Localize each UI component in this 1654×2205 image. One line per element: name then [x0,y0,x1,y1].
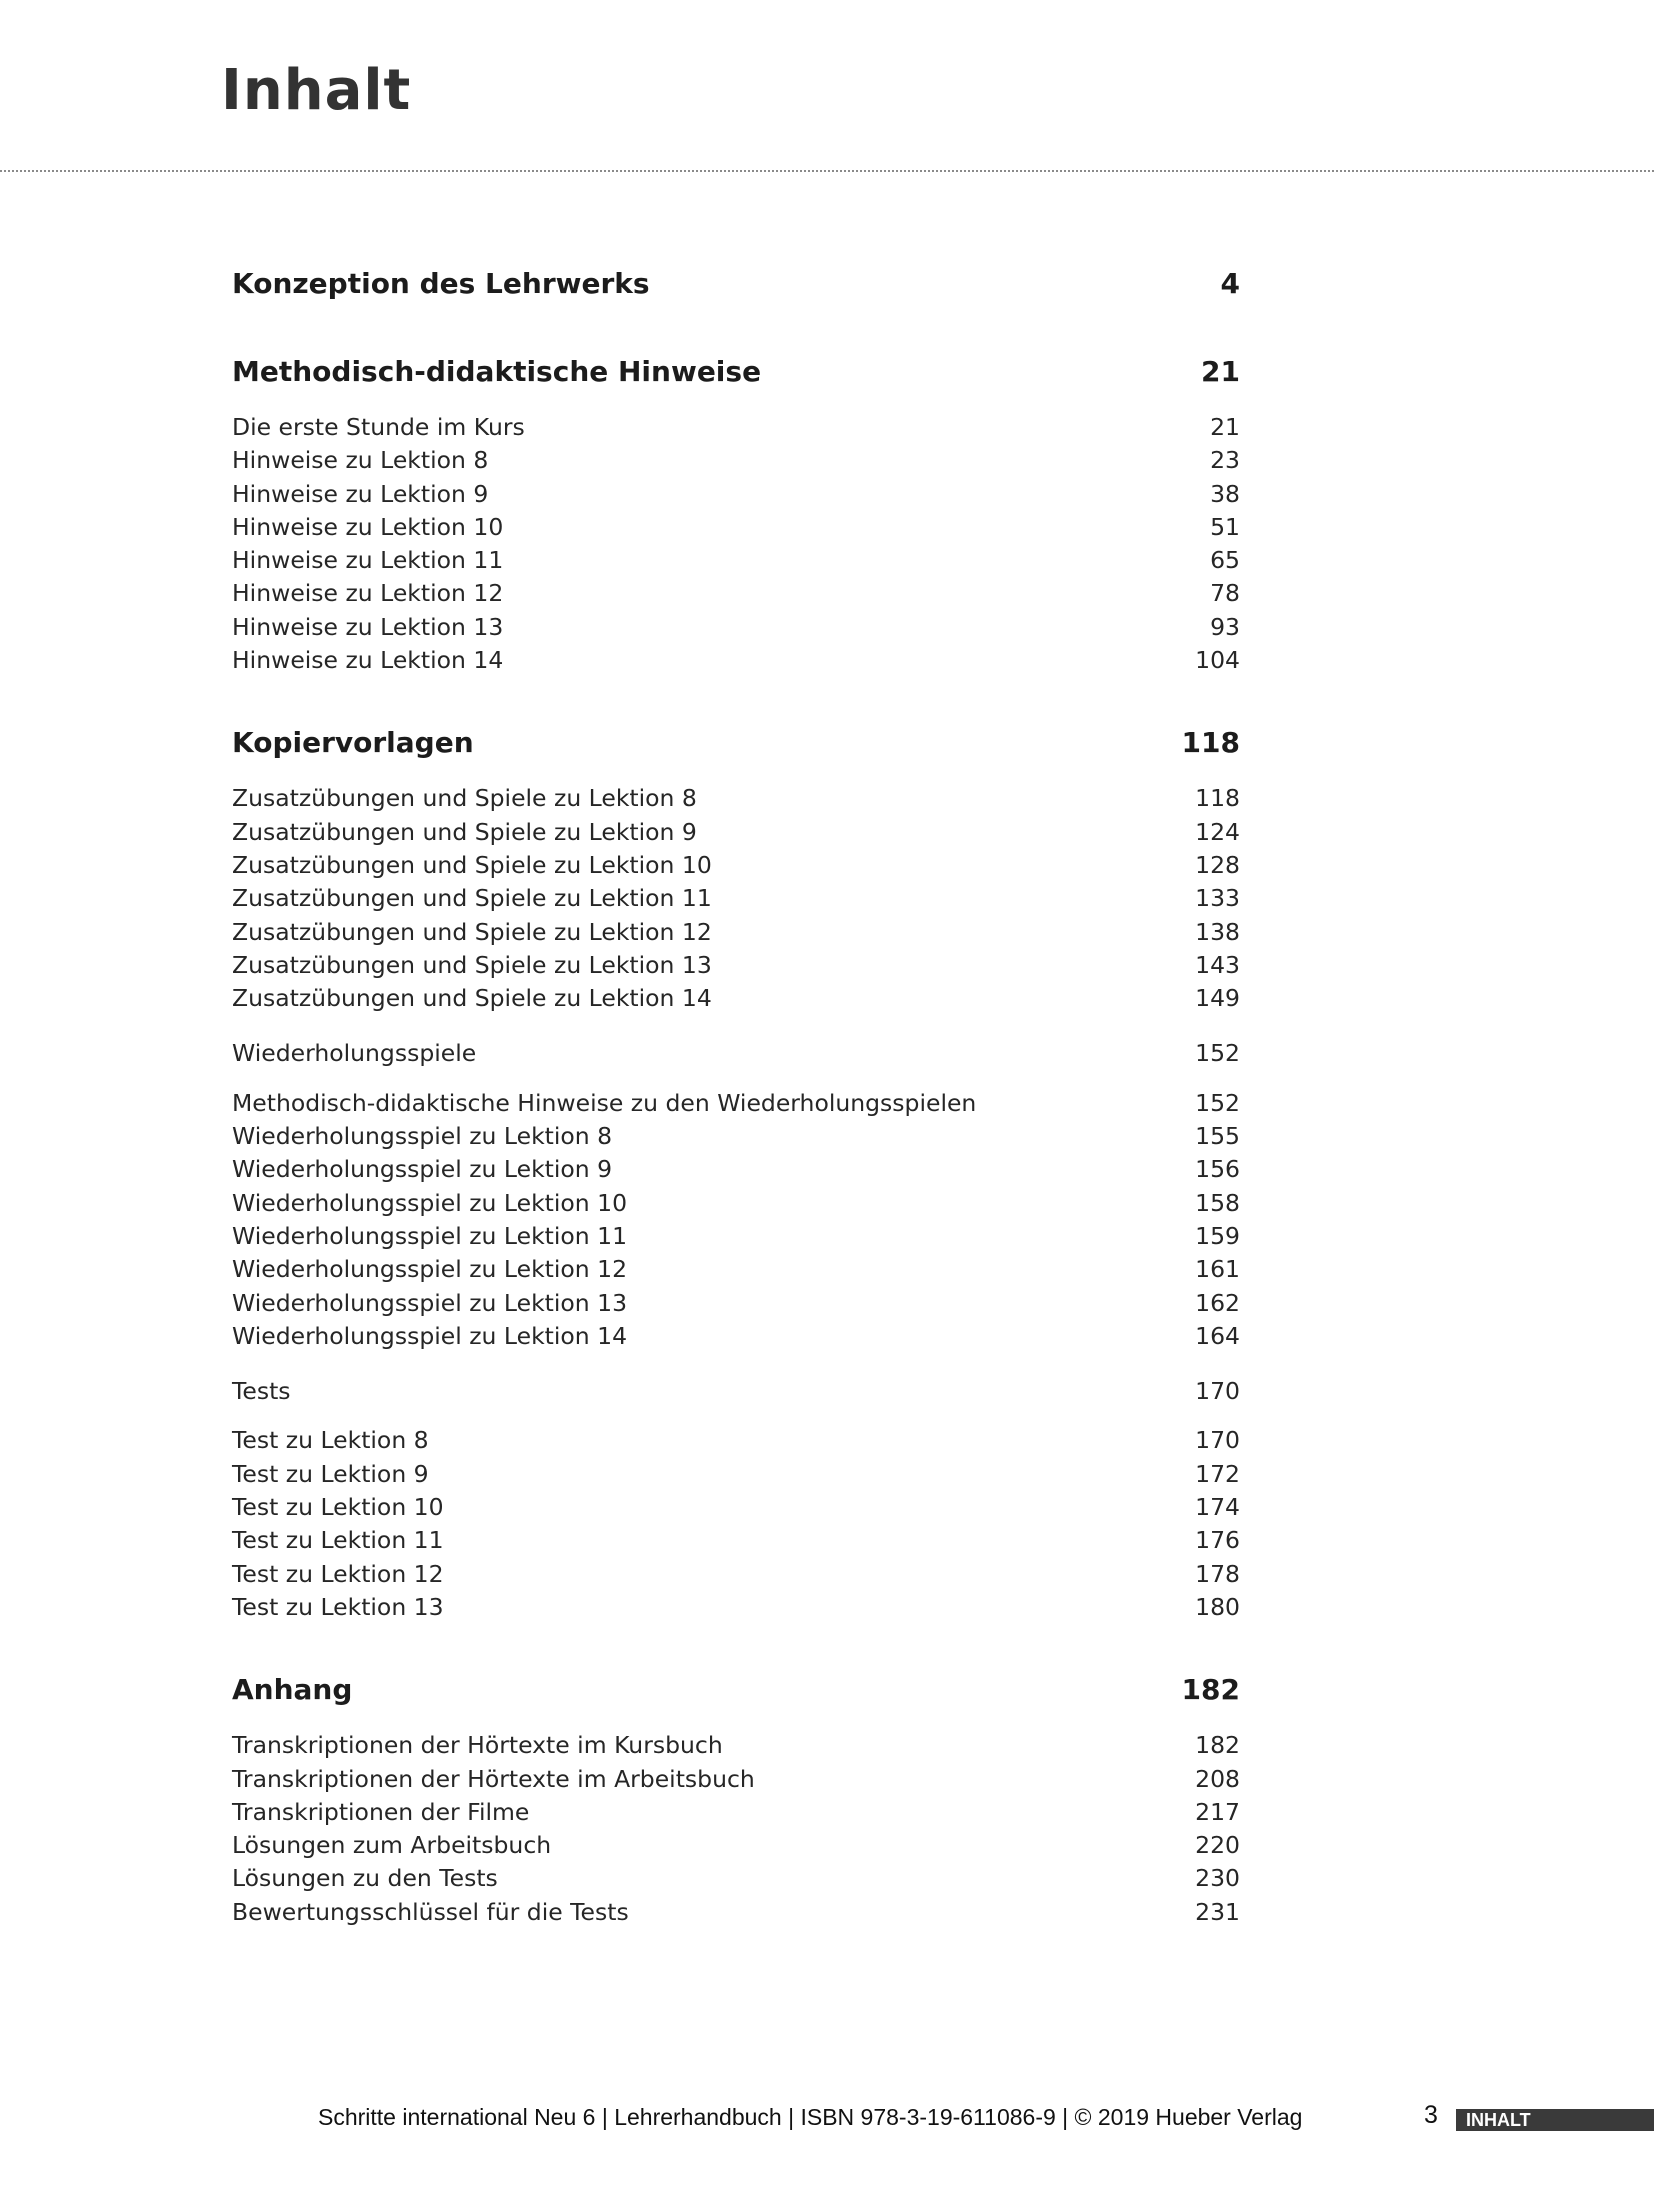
toc-entry[interactable] [232,1087,1240,1120]
toc-entry[interactable] [232,1491,1240,1524]
toc-subheading-wiederholungsspiele[interactable] [232,1037,1240,1070]
toc-entry[interactable] [232,849,1240,882]
tests-heading-block [232,1375,1240,1408]
hinweise-entries [232,411,1240,677]
entry-label: Hinweise zu Lektion 14 [232,646,504,675]
footer-citation: Schritte international Neu 6 | Lehrerhandbuch | ISBN 978-3-19-611086-9 | © 2019 Hueber Verlag [318,2104,1303,2130]
entry-page: 155 [1195,1122,1240,1151]
entry-label: Test zu Lektion 9 [232,1459,429,1488]
toc-entry[interactable] [232,478,1240,511]
toc-entry[interactable] [232,577,1240,610]
toc-entry[interactable] [232,949,1240,982]
section-tab: INHALT [1456,2109,1654,2131]
entry-label: Wiederholungsspiel zu Lektion 12 [232,1255,628,1284]
entry-label: Transkriptionen der Hörtexte im Arbeitsbuch [232,1764,755,1793]
toc-entry[interactable] [232,916,1240,949]
heading-page: 118 [1181,726,1240,760]
entry-label: Hinweise zu Lektion 10 [232,512,504,541]
entry-page: 230 [1195,1864,1240,1893]
entry-page: 93 [1210,612,1240,641]
toc-entry[interactable] [232,1729,1240,1762]
entry-page: 174 [1195,1493,1240,1522]
toc-entry[interactable] [232,1320,1240,1353]
entry-label: Lösungen zu den Tests [232,1864,498,1893]
entry-page: 124 [1195,817,1240,846]
entry-label: Transkriptionen der Hörtexte im Kursbuch [232,1731,723,1760]
entry-page: 172 [1195,1459,1240,1488]
entry-label: Zusatzübungen und Spiele zu Lektion 12 [232,917,712,946]
title-divider [0,170,1654,172]
entry-label: Zusatzübungen und Spiele zu Lektion 13 [232,950,712,979]
entry-label: Test zu Lektion 13 [232,1592,444,1621]
entry-page: 182 [1195,1731,1240,1760]
entry-page: 149 [1195,984,1240,1013]
toc-entry[interactable] [232,1153,1240,1186]
entry-label: Wiederholungsspiel zu Lektion 8 [232,1122,613,1151]
toc-heading-kopiervorlagen[interactable] [232,721,1240,765]
toc-heading-konzeption[interactable] [232,262,1240,306]
table-of-contents [232,262,1240,1929]
toc-entry[interactable] [232,1896,1240,1929]
toc-entry[interactable] [232,1524,1240,1557]
entry-page: 152 [1195,1039,1240,1068]
toc-entry[interactable] [232,611,1240,644]
entry-page: 78 [1210,579,1240,608]
toc-entry[interactable] [232,444,1240,477]
entry-page: 176 [1195,1526,1240,1555]
heading-page: 21 [1201,355,1240,388]
entry-page: 156 [1195,1155,1240,1184]
toc-heading-anhang[interactable] [232,1668,1240,1712]
entry-label: Transkriptionen der Filme [232,1797,530,1826]
page-number: 3 [1424,2101,1438,2129]
entry-page: 170 [1195,1426,1240,1455]
entry-label: Zusatzübungen und Spiele zu Lektion 14 [232,984,712,1013]
entry-page: 23 [1210,446,1240,475]
entry-page: 208 [1195,1764,1240,1793]
entry-label: Wiederholungsspiel zu Lektion 13 [232,1288,628,1317]
entry-page: 220 [1195,1831,1240,1860]
entry-page: 51 [1210,512,1240,541]
page-title: Inhalt [221,58,412,123]
entry-label: Test zu Lektion 10 [232,1493,444,1522]
entry-label: Lösungen zum Arbeitsbuch [232,1831,552,1860]
entry-label: Wiederholungsspiel zu Lektion 14 [232,1321,628,1350]
toc-entry[interactable] [232,1220,1240,1253]
toc-entry[interactable] [232,1287,1240,1320]
heading-label: Konzeption des Lehrwerks [232,267,650,300]
entry-page: 118 [1195,784,1240,813]
entry-page: 152 [1195,1088,1240,1117]
entry-page: 133 [1195,884,1240,913]
toc-entry[interactable] [232,1253,1240,1286]
entry-label: Methodisch-didaktische Hinweise zu den Wiederholungsspielen [232,1088,977,1117]
toc-entry[interactable] [232,644,1240,677]
entry-label: Wiederholungsspiel zu Lektion 11 [232,1221,628,1250]
entry-label: Hinweise zu Lektion 13 [232,612,504,641]
entry-page: 21 [1210,413,1240,441]
entry-label: Bewertungsschlüssel für die Tests [232,1897,629,1926]
toc-entry[interactable] [232,882,1240,915]
entry-label: Die erste Stunde im Kurs [232,413,525,441]
entry-label: Zusatzübungen und Spiele zu Lektion 11 [232,884,712,913]
entry-label: Zusatzübungen und Spiele zu Lektion 8 [232,784,697,813]
entry-page: 164 [1195,1321,1240,1350]
entry-page: 159 [1195,1221,1240,1250]
anhang-entries [232,1729,1240,1929]
entry-page: 158 [1195,1188,1240,1217]
entry-page: 138 [1195,917,1240,946]
toc-entry[interactable] [232,411,1240,444]
entry-page: 128 [1195,850,1240,879]
toc-entry[interactable] [232,982,1240,1015]
entry-page: 178 [1195,1559,1240,1588]
zusatz-entries [232,782,1240,1015]
toc-entry[interactable] [232,1862,1240,1895]
entry-page: 170 [1195,1377,1240,1406]
entry-page: 231 [1195,1897,1240,1926]
toc-entry[interactable] [232,1763,1240,1796]
heading-page: 182 [1181,1673,1240,1707]
entry-page: 161 [1195,1255,1240,1284]
toc-entry[interactable] [232,816,1240,849]
entry-page: 104 [1195,646,1240,675]
entry-label: Hinweise zu Lektion 11 [232,546,504,575]
toc-entry[interactable] [232,1829,1240,1862]
entry-page: 180 [1195,1592,1240,1621]
toc-heading-hinweise[interactable] [232,350,1240,394]
entry-label: Hinweise zu Lektion 8 [232,446,489,475]
entry-label: Hinweise zu Lektion 9 [232,479,489,508]
toc-subheading-tests[interactable] [232,1375,1240,1408]
entry-page: 162 [1195,1288,1240,1317]
entry-page: 65 [1210,546,1240,575]
entry-label: Test zu Lektion 8 [232,1426,429,1455]
toc-entry[interactable] [232,1591,1240,1624]
entry-page: 143 [1195,950,1240,979]
heading-label: Kopiervorlagen [232,726,474,760]
toc-entry[interactable] [232,1187,1240,1220]
toc-entry[interactable] [232,1424,1240,1457]
entry-label: Test zu Lektion 12 [232,1559,444,1588]
heading-page: 4 [1220,267,1240,300]
entry-label: Test zu Lektion 11 [232,1526,444,1555]
tests-entries [232,1424,1240,1624]
entry-page: 217 [1195,1797,1240,1826]
entry-label: Wiederholungsspiel zu Lektion 10 [232,1188,628,1217]
wiederholung-entries [232,1087,1240,1353]
toc-entry[interactable] [232,511,1240,544]
toc-entry[interactable] [232,1458,1240,1491]
toc-entry[interactable] [232,544,1240,577]
entry-label: Wiederholungsspiele [232,1039,477,1068]
toc-entry[interactable] [232,1558,1240,1591]
heading-label: Methodisch-didaktische Hinweise [232,355,762,388]
toc-entry[interactable] [232,1796,1240,1829]
entry-label: Zusatzübungen und Spiele zu Lektion 10 [232,850,712,879]
toc-entry[interactable] [232,1120,1240,1153]
entry-label: Zusatzübungen und Spiele zu Lektion 9 [232,817,697,846]
wiederholung-heading-block [232,1037,1240,1070]
entry-page: 38 [1210,479,1240,508]
toc-entry[interactable] [232,782,1240,815]
entry-label: Wiederholungsspiel zu Lektion 9 [232,1155,613,1184]
entry-label: Tests [232,1377,291,1406]
heading-label: Anhang [232,1673,353,1707]
entry-label: Hinweise zu Lektion 12 [232,579,504,608]
